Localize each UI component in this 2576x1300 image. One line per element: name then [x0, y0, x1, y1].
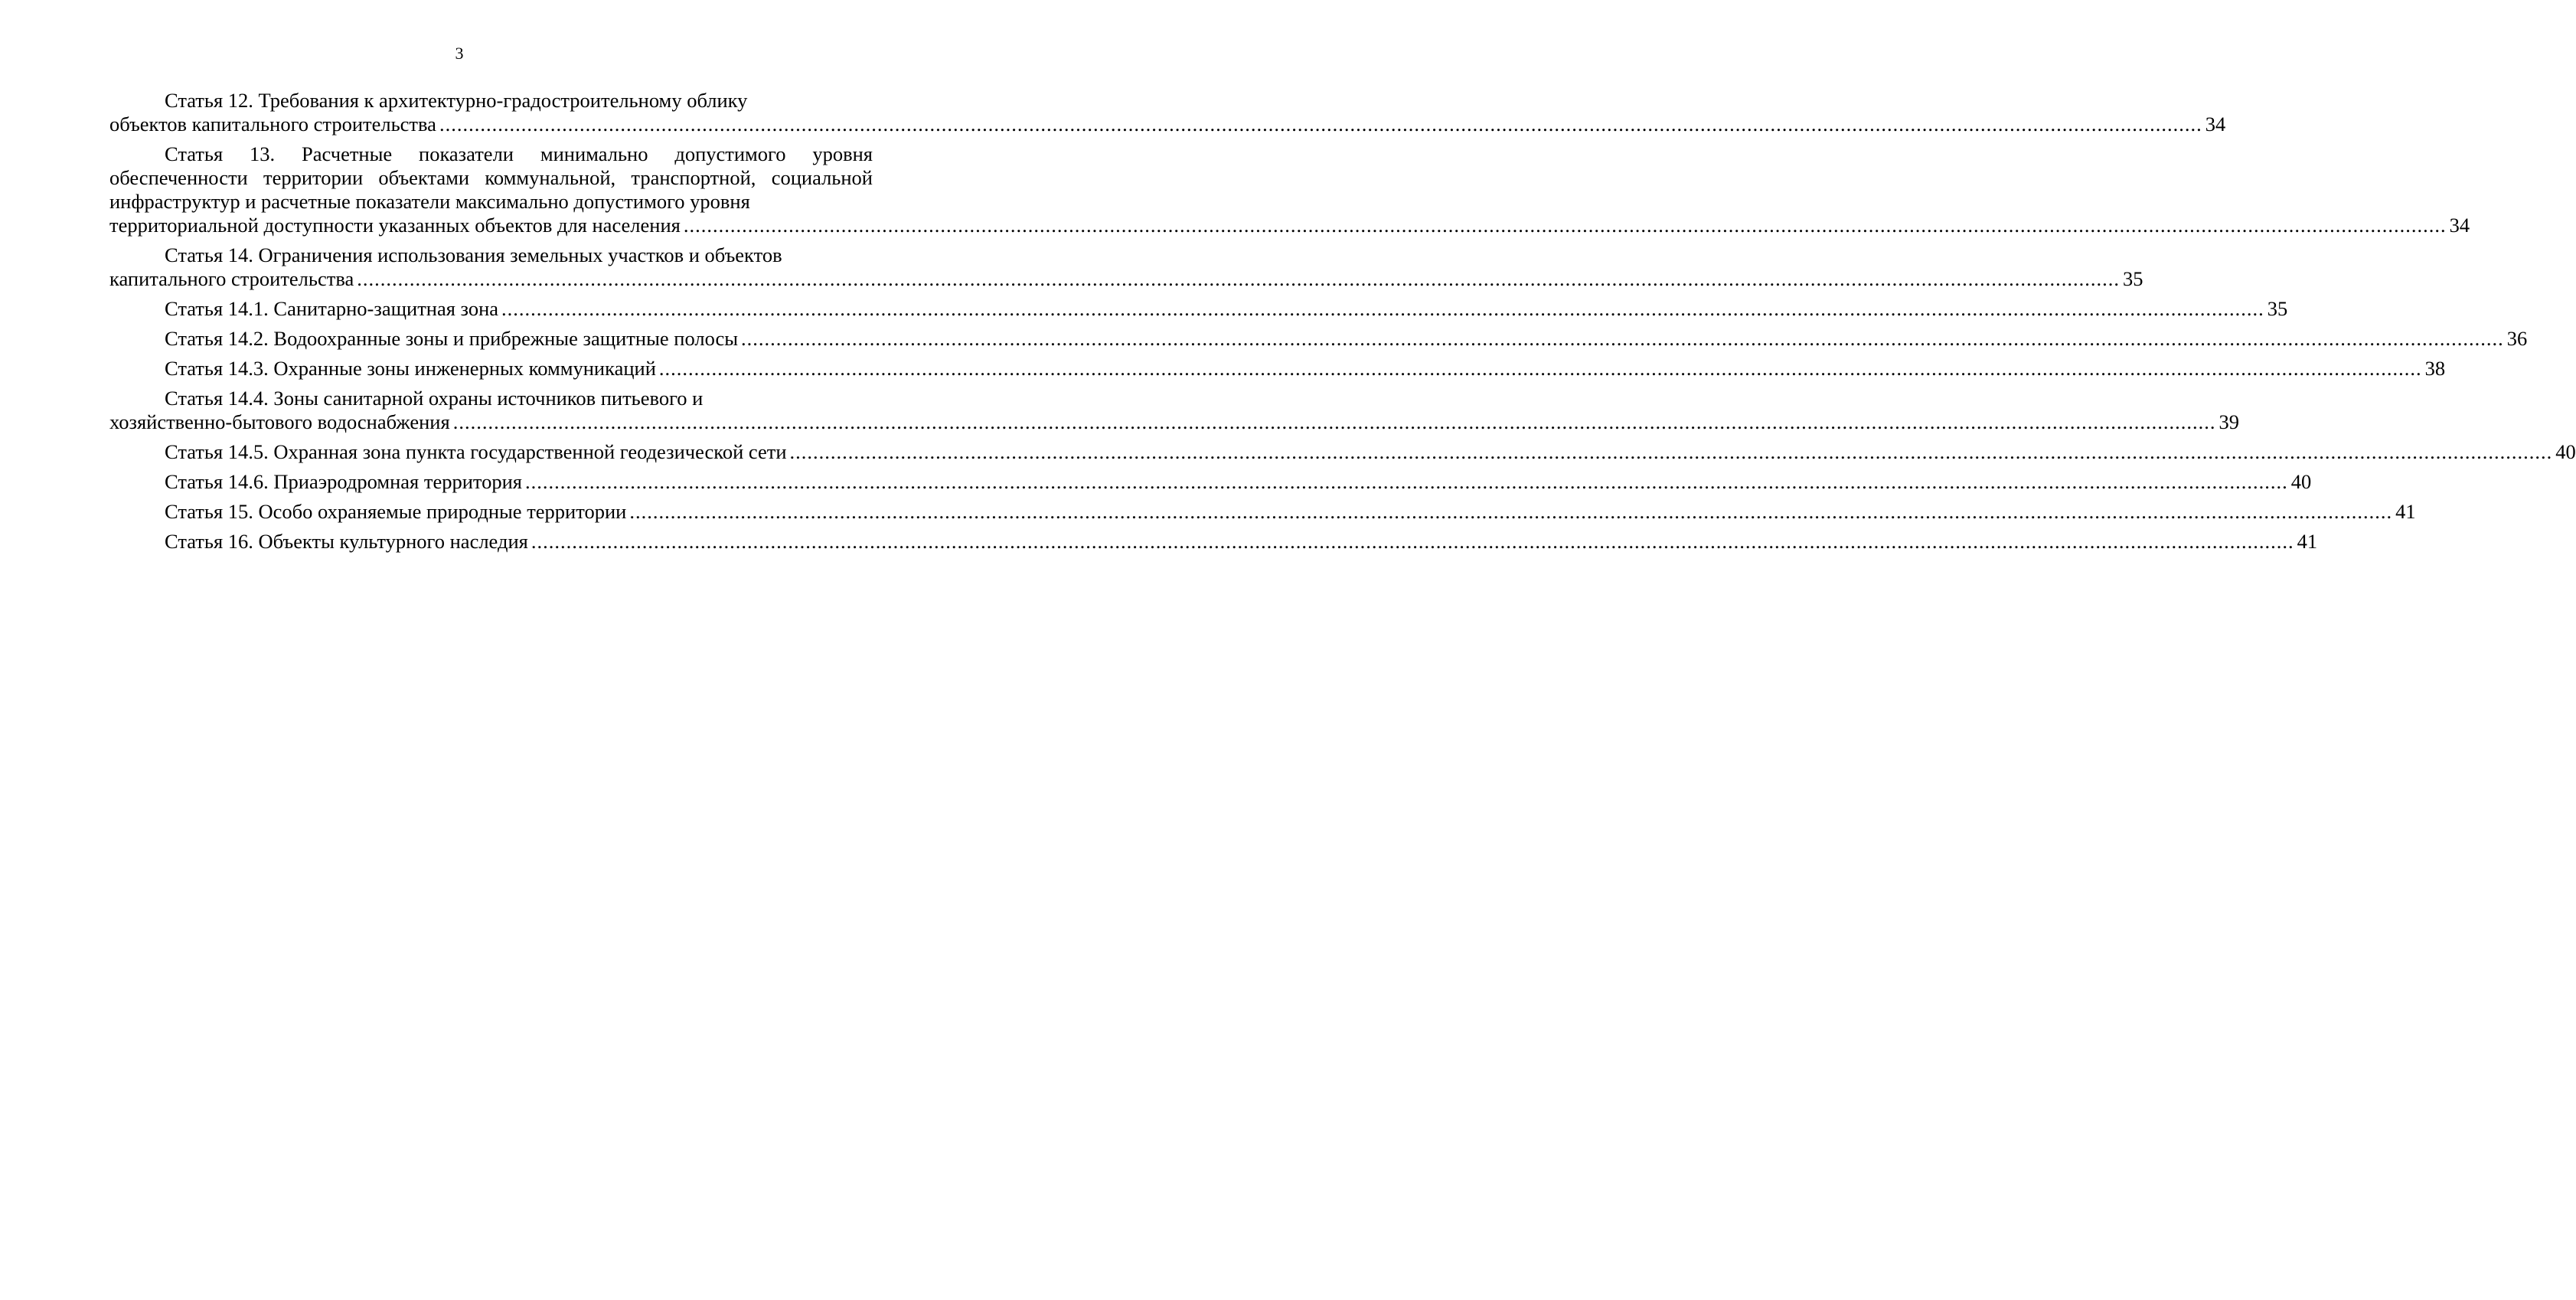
toc-entry-title: Статья 16. Объекты культурного наследия — [165, 530, 528, 553]
toc-entry-article-14-3[interactable] — [109, 357, 2446, 381]
toc-entry-title-end: территориальной доступности указанных объектов для населения — [109, 214, 681, 237]
toc-entry-article-14-2[interactable] — [109, 327, 2528, 351]
toc-entry-title-end: капитального строительства — [109, 267, 354, 290]
toc-entry-last-line — [109, 500, 2416, 524]
page-ref: 35 — [2267, 297, 2288, 320]
toc-entry-last-line — [109, 410, 2239, 434]
toc-entry-title-end: хозяйственно-бытового водоснабжения — [109, 410, 450, 433]
toc-entry-title: Статья 14.2. Водоохранные зоны и прибрежные защитные полосы — [165, 327, 739, 350]
dot-leader: .............................................................................................................................................................................................................................................................................................................. — [531, 530, 2294, 553]
toc-entry-last-line — [109, 113, 2226, 136]
dot-leader: .............................................................................................................................................................................................................................................................................................................. — [452, 410, 2216, 433]
page-ref: 41 — [2297, 530, 2318, 553]
page-ref: 40 — [2555, 440, 2576, 463]
toc-entry-article-15[interactable] — [109, 500, 2416, 524]
toc-entry-article-14-1[interactable] — [109, 297, 2288, 321]
page-ref: 35 — [2123, 267, 2143, 290]
page-ref: 38 — [2424, 357, 2446, 380]
toc-entry-article-14-4[interactable] — [109, 387, 2239, 434]
toc-entry-title: Статья 12. Требования к архитектурно-градостроительному облику — [165, 89, 748, 112]
toc-entry-last-line — [109, 267, 2143, 291]
toc-entry-article-16[interactable] — [109, 530, 2318, 554]
toc-entry-last-line — [109, 357, 2446, 381]
toc-entry-last-line — [109, 327, 2528, 351]
dot-leader: .............................................................................................................................................................................................................................................................................................................. — [789, 440, 2553, 463]
toc-entry-article-13[interactable] — [109, 142, 2470, 237]
page-ref: 34 — [2205, 113, 2226, 136]
toc-entry-last-line — [109, 214, 2470, 237]
dot-leader: .............................................................................................................................................................................................................................................................................................................. — [439, 113, 2202, 136]
page-ref: 36 — [2506, 327, 2528, 350]
toc-entry-article-14[interactable] — [109, 243, 2143, 291]
dot-leader: .............................................................................................................................................................................................................................................................................................................. — [525, 470, 2288, 493]
toc-entry-last-line — [109, 440, 2576, 464]
toc-entry-last-line — [109, 297, 2288, 321]
toc-entry-title: Статья 15. Особо охраняемые природные территории — [165, 500, 627, 523]
dot-leader: .............................................................................................................................................................................................................................................................................................................. — [501, 297, 2264, 320]
page-ref: 41 — [2395, 500, 2416, 523]
toc-entry-title: Статья 14.4. Зоны санитарной охраны источников питьевого и — [165, 387, 704, 410]
toc-entry-title: Статья 14.6. Приаэродромная территория — [165, 470, 522, 493]
page-ref: 40 — [2290, 470, 2312, 493]
dot-leader: .............................................................................................................................................................................................................................................................................................................. — [683, 214, 2447, 237]
page-ref: 39 — [2218, 410, 2239, 433]
dot-leader: .............................................................................................................................................................................................................................................................................................................. — [629, 500, 2393, 523]
dot-leader: .............................................................................................................................................................................................................................................................................................................. — [658, 357, 2422, 380]
toc-entry-article-14-5[interactable] — [109, 440, 2576, 464]
toc-entry-article-14-6[interactable] — [109, 470, 2312, 494]
page-ref: 34 — [2449, 214, 2470, 237]
table-of-contents — [109, 89, 2576, 560]
toc-entry-last-line — [109, 530, 2318, 554]
dot-leader: .............................................................................................................................................................................................................................................................................................................. — [357, 267, 2120, 290]
toc-entry-title: Статья 13. Расчетные показатели минимально допустимого уровня обеспеченности территории объектами коммунальной, транспортной, социальной инфраструктур и расчетные показатели максимально допустимого уровня — [109, 142, 873, 213]
toc-entry-last-line — [109, 470, 2312, 494]
toc-entry-title: Статья 14. Ограничения использования земельных участков и объектов — [165, 243, 782, 266]
toc-entry-title: Статья 14.3. Охранные зоны инженерных коммуникаций — [165, 357, 656, 380]
page-number: 3 — [455, 44, 464, 63]
toc-entry-title: Статья 14.1. Санитарно-защитная зона — [165, 297, 499, 320]
dot-leader: .............................................................................................................................................................................................................................................................................................................. — [741, 327, 2504, 350]
toc-entry-article-12[interactable] — [109, 89, 2226, 136]
toc-entry-title-end: объектов капитального строительства — [109, 113, 436, 136]
toc-entry-title: Статья 14.5. Охранная зона пункта государственной геодезической сети — [165, 440, 787, 463]
